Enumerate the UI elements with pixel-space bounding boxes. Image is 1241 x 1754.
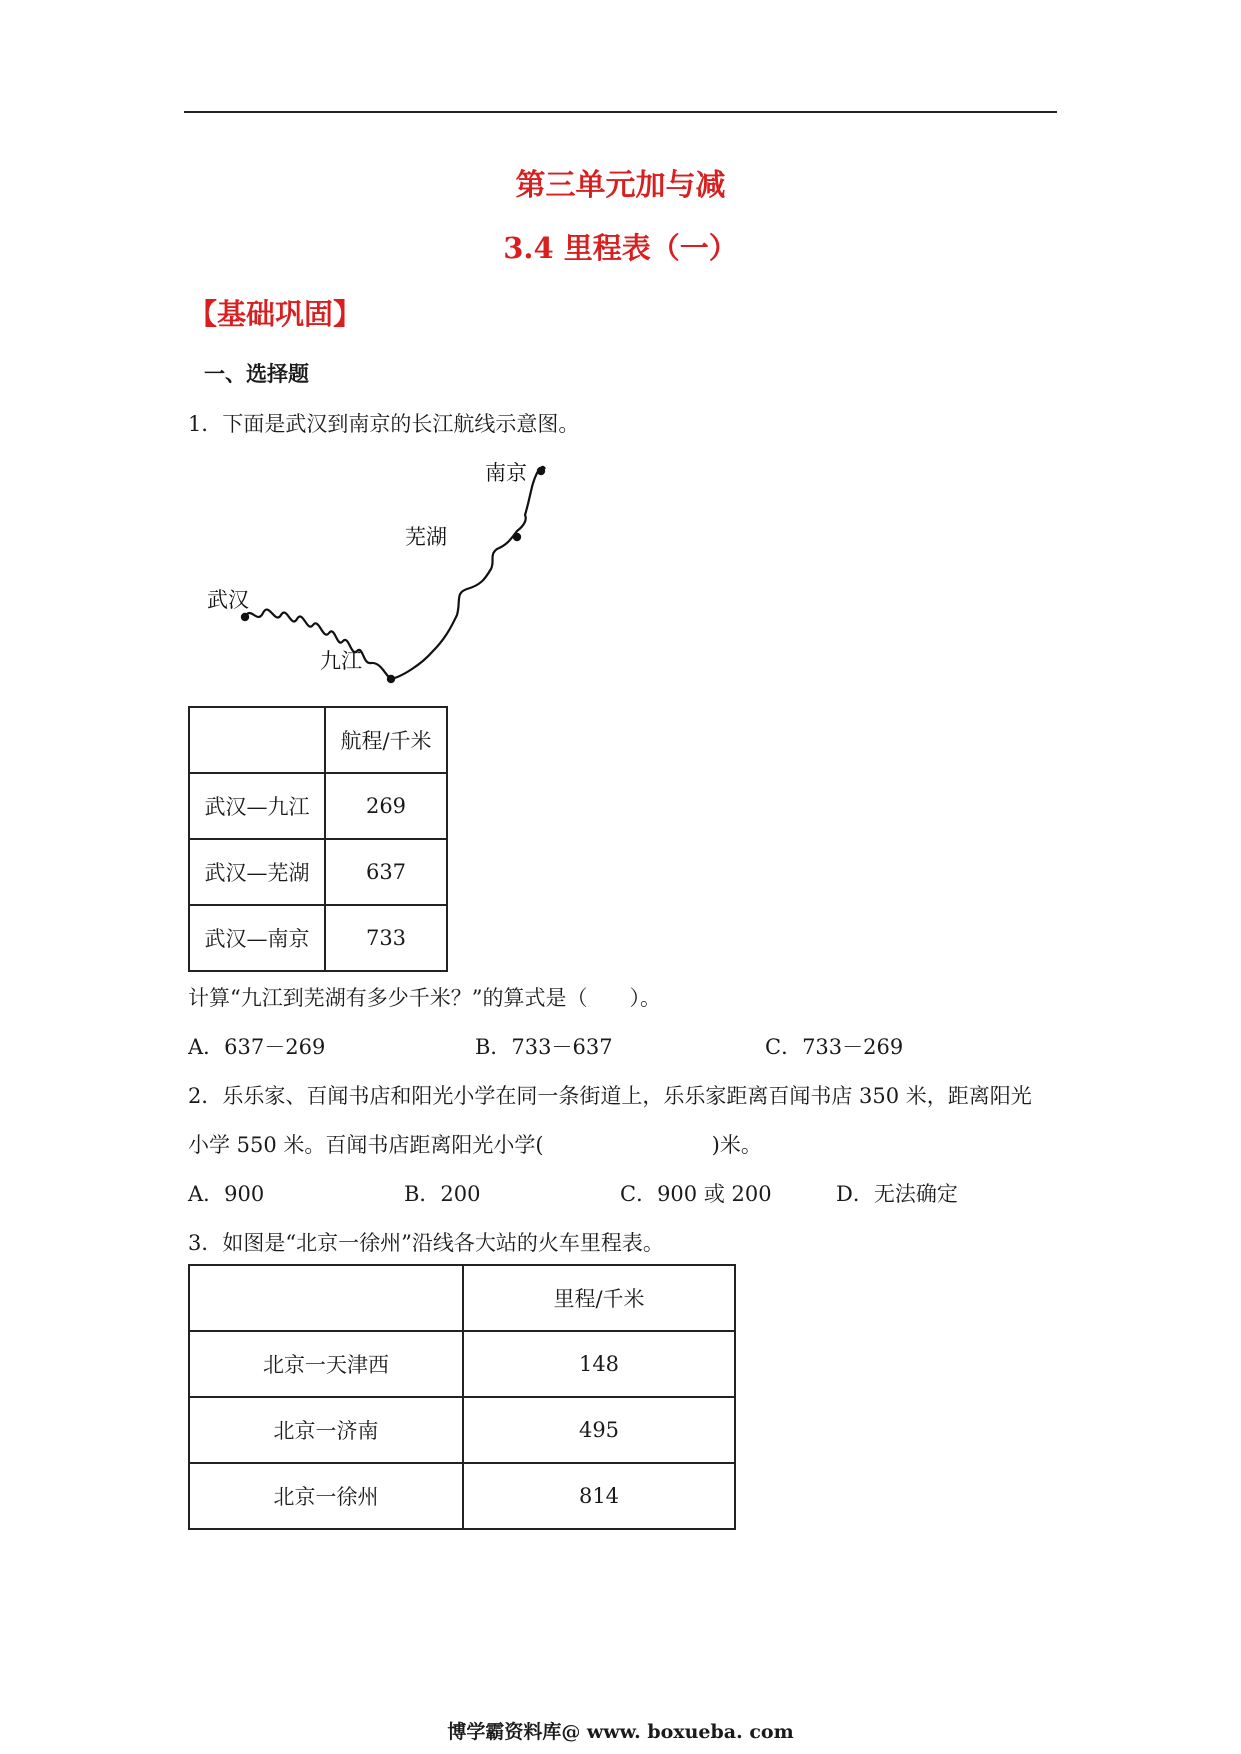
table-cell: 武汉—南京 [189, 905, 325, 971]
map-label-wuhan: 武汉 [207, 588, 249, 612]
table-cell: 北京一济南 [189, 1397, 463, 1463]
q1-stem: 1．下面是武汉到南京的长江航线示意图。 [188, 412, 580, 436]
table-header-cell: 航程/千米 [325, 707, 447, 773]
table-cell: 814 [463, 1463, 735, 1529]
map-label-wuhu: 芜湖 [405, 525, 447, 549]
table-cell: 北京一徐州 [189, 1463, 463, 1529]
table-row [189, 773, 447, 839]
header-rule [184, 111, 1057, 113]
map-label-nanjing: 南京 [485, 461, 527, 485]
unit-title: 第三单元加与减 [515, 168, 726, 203]
q1-distance-table [188, 706, 448, 972]
q3-stem: 3．如图是“北京一徐州”沿线各大站的火车里程表。 [188, 1231, 664, 1255]
part-one-heading: 一、选择题 [204, 361, 309, 386]
lesson-title: 3.4 里程表（一） [503, 231, 738, 265]
q2-option-d: D．无法确定 [836, 1182, 958, 1206]
table-cell: 武汉—九江 [189, 773, 325, 839]
table-cell: 269 [325, 773, 447, 839]
table-row [189, 839, 447, 905]
table-cell: 495 [463, 1397, 735, 1463]
q2-option-a: A．900 [188, 1182, 265, 1206]
wuhu-dot [513, 533, 521, 541]
wuhan-dot [241, 613, 249, 621]
table-cell: 733 [325, 905, 447, 971]
table-row [189, 1397, 735, 1463]
q1-option-c: C．733－269 [765, 1035, 904, 1059]
q1-option-a: A．637－269 [188, 1035, 326, 1059]
section-label: 【基础巩固】 [188, 297, 363, 331]
table-cell: 148 [463, 1331, 735, 1397]
jiujiang-dot [387, 675, 395, 683]
q3-mileage-table [188, 1264, 736, 1530]
nanjing-dot [537, 467, 545, 475]
footer-watermark: 博学霸资料库@ www. boxueba. com [447, 1721, 794, 1743]
q2-option-b: B．200 [404, 1182, 481, 1206]
table-header-cell [189, 707, 325, 773]
river-path [245, 467, 545, 679]
table-header-cell [189, 1265, 463, 1331]
table-row [189, 1265, 735, 1331]
q1-option-b: B．733－637 [475, 1035, 613, 1059]
table-cell: 武汉—芜湖 [189, 839, 325, 905]
table-header-cell: 里程/千米 [463, 1265, 735, 1331]
table-row [189, 707, 447, 773]
q2-option-c: C．900 或 200 [620, 1182, 772, 1206]
table-row [189, 1463, 735, 1529]
q2-line-2: 小学 550 米。百闻书店距离阳光小学( )米。 [188, 1133, 762, 1157]
table-cell: 北京一天津西 [189, 1331, 463, 1397]
map-label-jiujiang: 九江 [320, 649, 362, 673]
yangtze-route-map [185, 455, 565, 705]
table-row [189, 905, 447, 971]
q1-question: 计算“九江到芜湖有多少千米？”的算式是（ ）。 [188, 986, 661, 1010]
table-cell: 637 [325, 839, 447, 905]
q2-line-1: 2．乐乐家、百闻书店和阳光小学在同一条街道上，乐乐家距离百闻书店 350 米，距离阳光 [188, 1084, 1032, 1108]
table-row [189, 1331, 735, 1397]
